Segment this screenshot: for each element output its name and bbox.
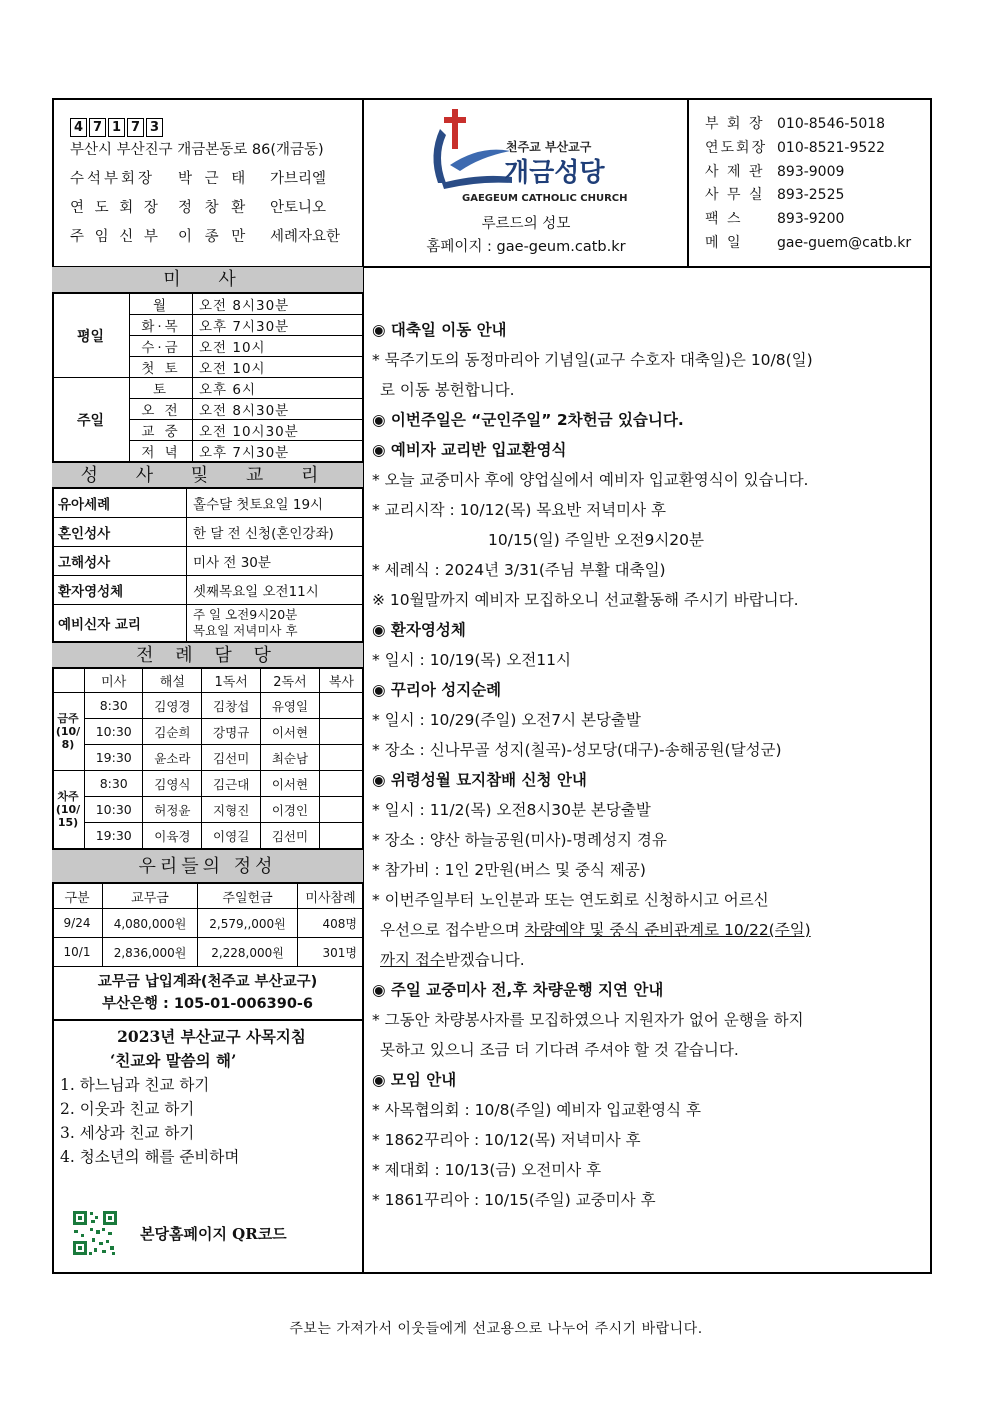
contact-row [705, 161, 911, 185]
patron-saint: 루르드의 성모 [481, 216, 571, 232]
logo-diocese-text: 천주교 부산교구 [506, 140, 592, 154]
mass-day: 월 [130, 294, 193, 315]
contact-label: 연도회장 [705, 139, 768, 156]
mass-time: 오전 10시 [193, 336, 364, 357]
notice-line: ※ 10월말까지 예비자 모집하오니 선교활동해 주시기 바랍니다. [372, 591, 799, 609]
altar-server [319, 797, 363, 823]
notice-line: * 이번주일부터 노인분과 또는 연도회로 신청하시고 어르신 [372, 891, 769, 909]
table-row [52, 797, 363, 823]
notice-line: * 묵주기도의 동정마리아 기념일(교구 수호자 대축일)은 10/8(일) [372, 351, 813, 369]
liturgy-section-title: 전 례 담 당 [52, 642, 363, 668]
first-reader: 이영길 [202, 823, 261, 849]
liturgy-table [52, 668, 363, 849]
sacrament-name: 예비신자 교리 [52, 605, 187, 642]
column-header: 미사 [85, 669, 143, 693]
commentator: 김순희 [143, 719, 202, 745]
contact-value[interactable]: gae-guem@catb.kr [777, 234, 912, 251]
second-reader: 이서현 [261, 771, 320, 797]
mass-day: 교 중 [130, 420, 193, 441]
sacrament-name: 환자영성체 [52, 576, 187, 605]
staff-role: 연 도 회 장 [70, 200, 161, 216]
mass-day: 수·금 [130, 336, 193, 357]
mass-time: 오전 10시 [193, 357, 364, 378]
table-row [52, 605, 363, 642]
account-title: 교무금 납입계좌(천주교 부산교구) [97, 974, 318, 990]
notice-line: * 그동안 차량봉사자를 모집하였으나 지원자가 없어 운행을 하지 [372, 1011, 804, 1029]
column-header: 해설 [143, 669, 202, 693]
notice-line: * 교리시작 : 10/12(목) 목요반 저녁미사 후 [372, 501, 666, 519]
staff-baptism-name: 가브리엘 [270, 171, 327, 187]
altar-server [319, 719, 363, 745]
blank-header [52, 669, 85, 693]
notices-column [372, 315, 924, 1215]
first-reader: 김선미 [202, 745, 261, 771]
mass-time: 10:30 [85, 719, 143, 745]
contact-row [705, 137, 911, 161]
zip-digit: 7 [89, 118, 106, 137]
week-label: 금주(10/8) [52, 693, 85, 771]
sacrament-info: 한 달 전 신청(혼인강좌) [187, 518, 364, 547]
altar-server [319, 771, 363, 797]
sacrament-info: 미사 전 30분 [187, 547, 364, 576]
contact-label: 메 일 [705, 234, 743, 251]
notice-line [372, 945, 924, 975]
mass-schedule-table [52, 293, 363, 462]
notice-heading: ◉ 이번주일은 “군인주일” 2차헌금 있습니다. [372, 411, 684, 429]
table-row [52, 693, 363, 719]
footer-note: 주보는 가져가서 이웃들에게 선교용으로 나누어 주시기 바랍니다. [289, 1321, 703, 1337]
offering-table [52, 883, 363, 967]
dues-amount: 2,836,000원 [103, 938, 198, 967]
church-address-block [70, 118, 360, 249]
contact-list [705, 113, 911, 256]
table-row [52, 518, 363, 547]
table-row [52, 294, 363, 315]
notice-underlined-text: 차량예약 및 중식 준비관계로 10/22(주일) [524, 921, 811, 939]
altar-server [319, 823, 363, 849]
first-reader: 지형진 [202, 797, 261, 823]
contact-value: 010-8546-5018 [777, 116, 886, 132]
bank-account [52, 967, 363, 1021]
altar-server [319, 745, 363, 771]
week-label: 차주(10/15) [52, 771, 85, 849]
notice-line: * 장소 : 신나무골 성지(칠곡)-성모당(대구)-송해공원(달성군) [372, 741, 782, 759]
guideline-title: 2023년 부산교구 사목지침 [117, 1027, 306, 1046]
dues-amount: 4,080,000원 [103, 909, 198, 938]
table-row [52, 745, 363, 771]
notice-heading: ◉ 대축일 이동 안내 [372, 321, 507, 339]
notice-line: * 사목협의회 : 10/8(주일) 예비자 입교환영식 후 [372, 1101, 702, 1119]
contact-value: 893-9200 [777, 211, 845, 228]
commentator: 윤소라 [143, 745, 202, 771]
sacrament-info: 홀수달 첫토요일 19시 [187, 489, 364, 518]
sunday-offering: 2,579,,000원 [198, 909, 298, 938]
notice-heading: ◉ 주일 교중미사 전,후 차량운행 지연 안내 [372, 981, 664, 999]
notice-heading: ◉ 꾸리아 성지순례 [372, 681, 502, 699]
notice-line [372, 915, 924, 945]
mass-day: 저 녁 [130, 441, 193, 462]
guideline-subtitle: ‘친교와 말씀의 해’ [110, 1051, 237, 1070]
contact-label: 팩 스 [705, 211, 743, 228]
contact-row [705, 184, 911, 208]
staff-row [70, 168, 360, 191]
commentator: 김영경 [143, 693, 202, 719]
attendance: 301명 [298, 938, 363, 967]
zip-digit: 3 [146, 118, 163, 137]
sacrament-name: 유아세례 [52, 489, 187, 518]
second-reader: 최순남 [261, 745, 320, 771]
first-reader: 강명규 [202, 719, 261, 745]
table-row [52, 378, 363, 399]
notice-heading: ◉ 위령성월 묘지참배 신청 안내 [372, 771, 587, 789]
header-divider-2 [687, 98, 689, 267]
mass-time: 8:30 [85, 771, 143, 797]
logo-name-text: 개금성당 [504, 158, 605, 188]
contact-label: 부 회 장 [705, 116, 765, 132]
offering-date: 9/24 [52, 909, 103, 938]
second-reader: 김선미 [261, 823, 320, 849]
second-reader: 유영일 [261, 693, 320, 719]
table-row [52, 938, 363, 967]
qr-code-label: 본당홈페이지 QR코드 [140, 1225, 287, 1243]
notice-line: 못하고 있으니 조금 더 기다려 주셔야 할 것 같습니다. [380, 1041, 739, 1059]
second-reader: 이경인 [261, 797, 320, 823]
contact-value: 893-9009 [777, 163, 845, 180]
commentator: 허정윤 [143, 797, 202, 823]
table-header-row [52, 669, 363, 693]
mass-day: 화·목 [130, 315, 193, 336]
staff-baptism-name: 세례자요한 [270, 229, 341, 245]
column-header: 복사 [319, 669, 363, 693]
table-row [52, 719, 363, 745]
sacrament-name: 고해성사 [52, 547, 187, 576]
notice-line: * 제대회 : 10/13(금) 오전미사 후 [372, 1161, 602, 1179]
church-logo-icon [420, 105, 660, 210]
staff-baptism-name: 안토니오 [270, 200, 327, 216]
address: 부산시 부산진구 개금본동로 86(개금동) [70, 142, 324, 158]
table-row [52, 547, 363, 576]
contact-row [705, 208, 911, 232]
table-row [52, 771, 363, 797]
guideline-item: 1. 하느님과 친교 하기 [60, 1076, 210, 1094]
sunday-label: 주일 [52, 378, 130, 462]
catechism-thursday: 목요일 저녁미사 후 [193, 623, 298, 638]
notice-line: * 세례식 : 2024년 3/31(주님 부활 대축일) [372, 561, 666, 579]
notice-line: * 1862꾸리아 : 10/12(목) 저녁미사 후 [372, 1131, 641, 1149]
guideline-item: 3. 세상과 친교 하기 [60, 1124, 195, 1142]
left-column [52, 267, 363, 1169]
sacraments-section-title: 성 사 및 교 리 [52, 462, 363, 488]
commentator: 김영식 [143, 771, 202, 797]
mass-time: 8:30 [85, 693, 143, 719]
notice-line: 로 이동 봉헌합니다. [380, 381, 515, 399]
staff-role: 수석부회장 [70, 171, 156, 187]
staff-name: 박 근 태 [178, 171, 250, 187]
notice-line: * 1861꾸리아 : 10/15(주일) 교중미사 후 [372, 1191, 656, 1209]
commentator: 이육경 [143, 823, 202, 849]
contact-value: 893-2525 [777, 187, 845, 204]
staff-name: 이 종 만 [178, 229, 250, 245]
zip-digit: 7 [127, 118, 144, 137]
sacraments-table [52, 488, 363, 642]
sacrament-name: 혼인성사 [52, 518, 187, 547]
column-header: 교무금 [103, 884, 198, 909]
homepage-url[interactable]: 홈페이지 : gae-geum.catb.kr [426, 239, 626, 255]
staff-name: 정 창 환 [178, 200, 250, 216]
second-reader: 이서현 [261, 719, 320, 745]
staff-row [70, 197, 360, 220]
table-row [52, 489, 363, 518]
mass-time: 오전 8시30분 [193, 399, 364, 420]
mass-day: 오 전 [130, 399, 193, 420]
mass-time: 19:30 [85, 745, 143, 771]
mass-time: 19:30 [85, 823, 143, 849]
logo-english-text: GAEGEUM CATHOLIC CHURCH [462, 193, 628, 204]
contact-label: 사 제 관 [705, 163, 765, 180]
notice-line: * 일시 : 10/19(목) 오전11시 [372, 651, 572, 669]
column-header: 미사참례 [298, 884, 363, 909]
account-number: 부산은행 : 105-01-006390-6 [101, 996, 314, 1012]
sunday-offering: 2,228,000원 [198, 938, 298, 967]
mass-time: 오후 7시30분 [193, 441, 364, 462]
table-header-row [52, 884, 363, 909]
mass-time: 오전 10시30분 [193, 420, 364, 441]
weekday-label: 평일 [52, 294, 130, 378]
mass-day: 첫 토 [130, 357, 193, 378]
attendance: 408명 [298, 909, 363, 938]
church-logo [420, 105, 660, 210]
guideline-item: 4. 청소년의 해를 준비하며 [60, 1148, 240, 1166]
notice-line: * 일시 : 10/29(주일) 오전7시 본당출발 [372, 711, 641, 729]
column-header: 주일헌금 [198, 884, 298, 909]
table-row [52, 576, 363, 605]
mass-day: 토 [130, 378, 193, 399]
notice-underlined-text: 까지 접수 [380, 951, 445, 969]
sacrament-info [187, 605, 364, 642]
mass-time: 오후 6시 [193, 378, 364, 399]
notice-line: * 오늘 교중미사 후에 양업실에서 예비자 입교환영식이 있습니다. [372, 471, 809, 489]
contact-label: 사 무 실 [705, 187, 765, 204]
mass-time: 10:30 [85, 797, 143, 823]
sacrament-info: 셋째목요일 오전11시 [187, 576, 364, 605]
contact-row [705, 113, 911, 137]
zip-digit: 4 [70, 118, 87, 137]
mass-time: 오전 8시30분 [193, 294, 364, 315]
guideline-item: 2. 이웃과 친교 하기 [60, 1100, 195, 1118]
first-reader: 김근대 [202, 771, 261, 797]
mass-section-title: 미 사 [52, 267, 363, 293]
pastoral-guideline [52, 1021, 363, 1169]
notice-text: 받겠습니다. [444, 951, 525, 969]
notice-text: 우선으로 접수받으며 [380, 921, 525, 939]
offering-date: 10/1 [52, 938, 103, 967]
notice-heading: ◉ 모임 안내 [372, 1071, 457, 1089]
notice-line: * 일시 : 11/2(목) 오전8시30분 본당출발 [372, 801, 651, 819]
catechism-sunday: 주 일 오전9시20분 [193, 607, 298, 622]
altar-server [319, 693, 363, 719]
notice-heading: ◉ 환자영성체 [372, 621, 466, 639]
notice-line: * 참가비 : 1인 2만원(버스 및 중식 제공) [372, 861, 646, 879]
notice-heading: ◉ 예비자 교리반 입교환영식 [372, 441, 567, 459]
contact-row [705, 232, 911, 256]
staff-role: 주 임 신 부 [70, 229, 161, 245]
notice-line: * 장소 : 양산 하늘공원(미사)-명례성지 경유 [372, 831, 667, 849]
offering-section-title: 우리들의 정성 [52, 849, 363, 883]
column-header: 2독서 [261, 669, 320, 693]
table-row [52, 823, 363, 849]
zip-code [70, 118, 360, 137]
contact-value: 010-8521-9522 [777, 139, 886, 156]
notice-line: 10/15(일) 주일반 오전9시20분 [488, 531, 704, 549]
qr-code-icon[interactable] [72, 1210, 118, 1256]
staff-row [70, 226, 360, 249]
zip-digit: 1 [108, 118, 125, 137]
mass-time: 오후 7시30분 [193, 315, 364, 336]
table-row [52, 909, 363, 938]
column-header: 구분 [52, 884, 103, 909]
column-header: 1독서 [202, 669, 261, 693]
first-reader: 김창섭 [202, 693, 261, 719]
